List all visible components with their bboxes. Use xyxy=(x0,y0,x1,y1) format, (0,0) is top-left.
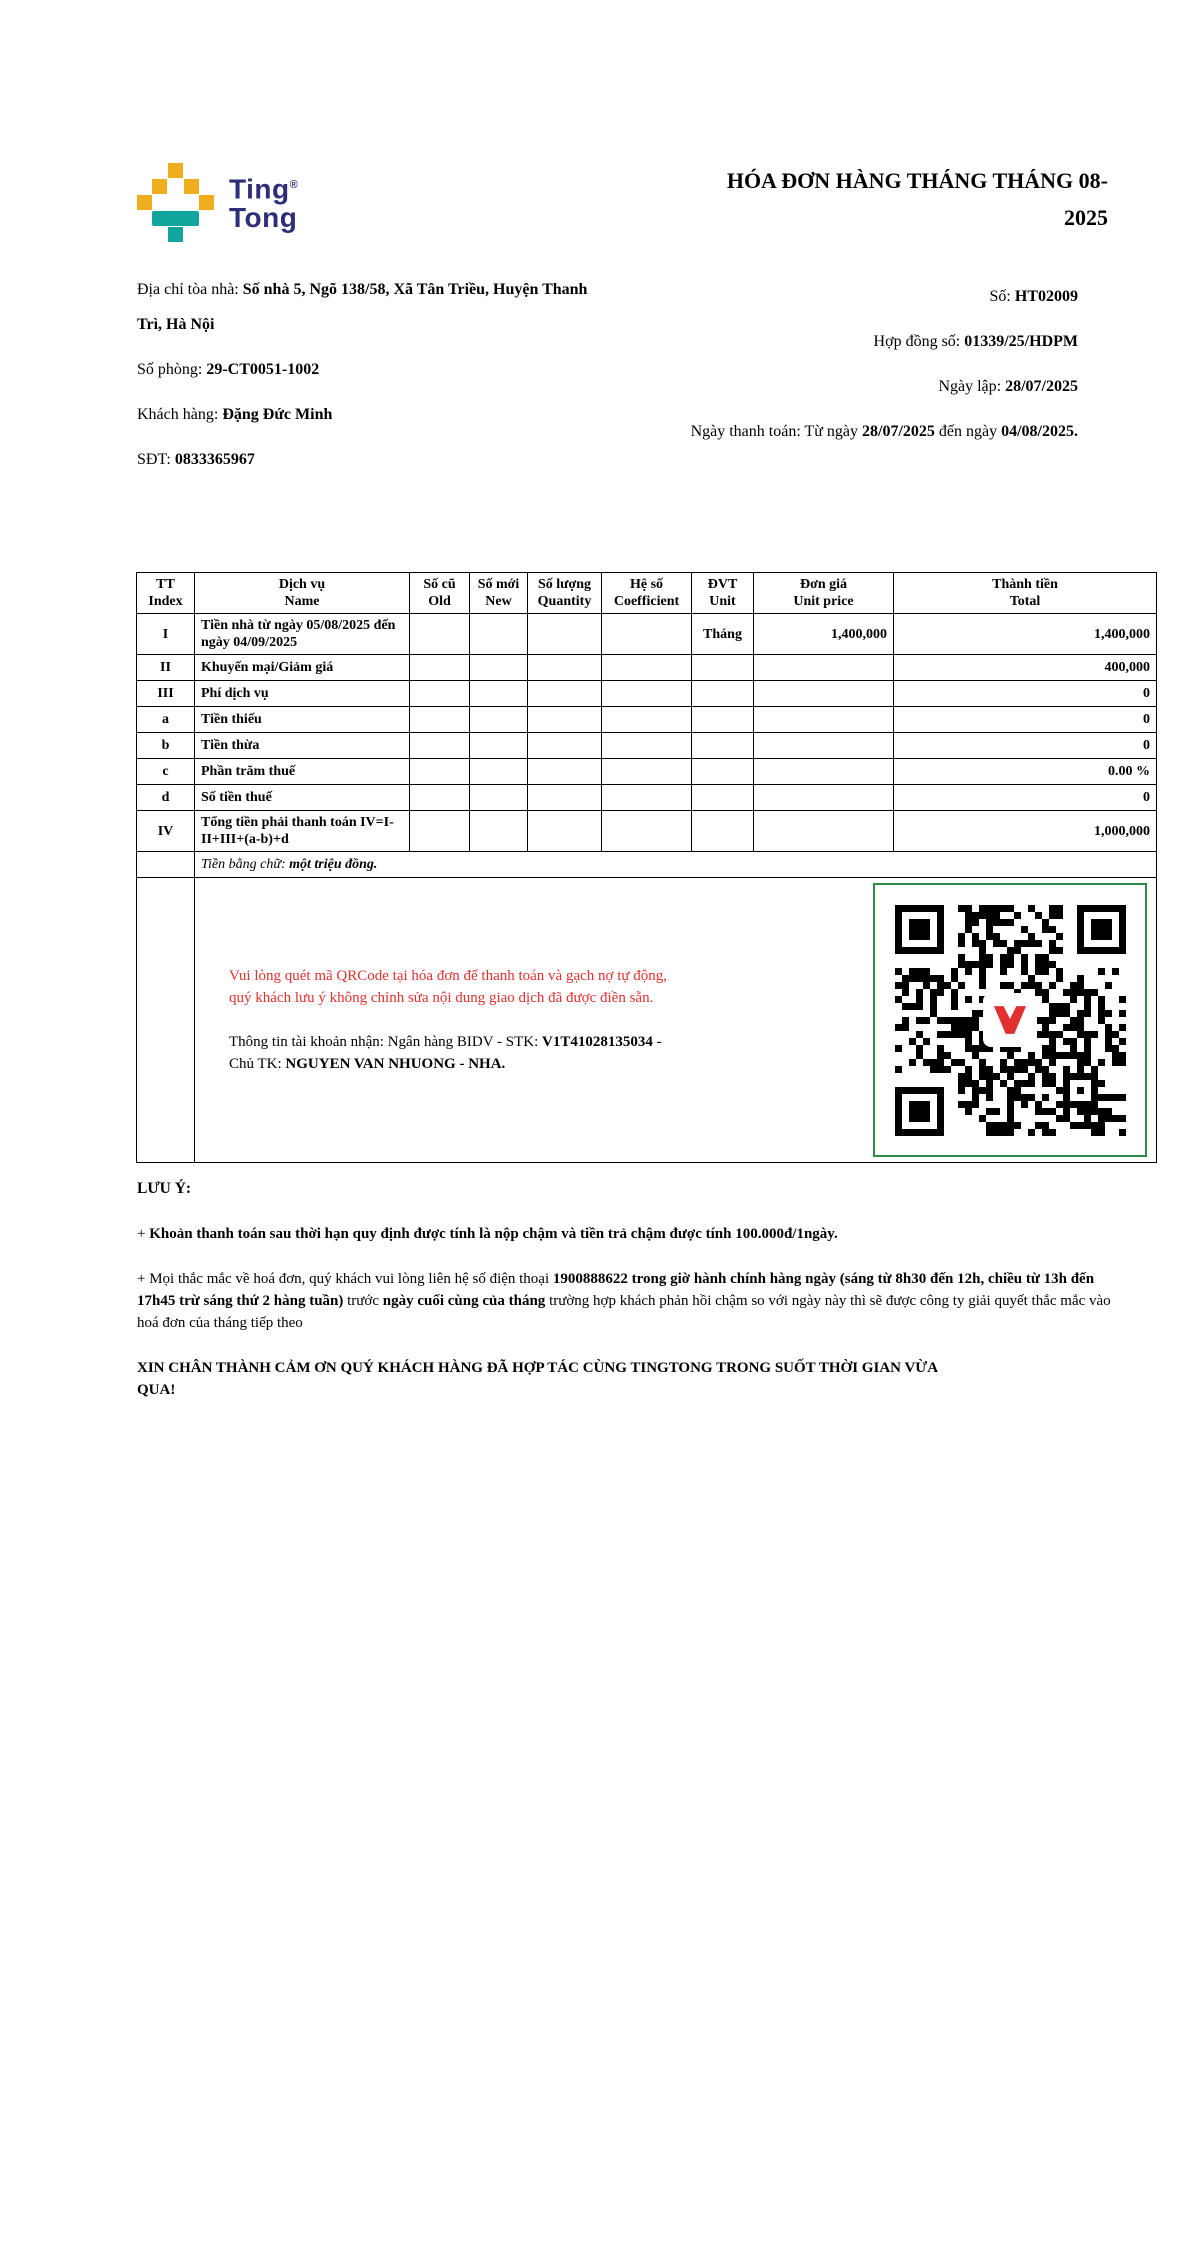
table-body xyxy=(137,614,1157,852)
col-header-service: Dịch vụ Name xyxy=(195,573,410,614)
brand-name-line2: Tong xyxy=(229,202,298,234)
invoice-title xyxy=(560,162,1108,236)
amount-in-words-row xyxy=(137,852,1157,878)
issue-date-line: Ngày lập: 28/07/2025 xyxy=(938,378,1078,395)
room-number-line: Số phòng: 29-CT0051-1002 xyxy=(137,361,320,378)
qr-code xyxy=(873,883,1147,1157)
footer-heading: LƯU Ý: xyxy=(137,1180,192,1197)
building-address-line: Địa chỉ tòa nhà: Số nhà 5, Ngõ 138/58, Xã Tân Triều, Huyện Thanh Trì, Hà Nội xyxy=(137,281,588,333)
col-header-unit-price: Đơn giá Unit price xyxy=(754,573,894,614)
payment-period-line: Ngày thanh toán: Từ ngày 28/07/2025 đến ngày 04/08/2025. xyxy=(690,423,1078,440)
table-row: III Phí dịch vụ 0 xyxy=(137,681,1157,707)
vietqr-v-logo-icon xyxy=(983,993,1037,1047)
invoice-meta xyxy=(678,272,1078,487)
amount-in-words: Tiền bằng chữ: một triệu đồng. xyxy=(195,852,1157,878)
invoice-info xyxy=(137,272,1078,487)
table-row: d Số tiền thuế 0 xyxy=(137,785,1157,811)
table-row: I Tiền nhà từ ngày 05/08/2025 đến ngày 04/09/2025 Tháng 1,400,000 1,400,000 xyxy=(137,614,1157,655)
col-header-unit: ĐVT Unit xyxy=(692,573,754,614)
col-header-old: Số cũ Old xyxy=(410,573,470,614)
bank-account-line: Thông tin tài khoản nhận: Ngân hàng BIDV - STK: V1T41028135034 - Chủ TK: NGUYEN VAN NHUONG - NHA. xyxy=(229,1034,662,1072)
col-header-total: Thành tiền Total xyxy=(894,573,1157,614)
brand-logo-text xyxy=(229,163,298,232)
customer-info xyxy=(137,272,599,487)
invoice-title-line2: 2025 xyxy=(1064,205,1108,230)
tingtong-pixel-icon xyxy=(137,163,215,241)
table-row: a Tiền thiếu 0 xyxy=(137,707,1157,733)
brand-name-line1: Ting xyxy=(229,173,290,205)
table-row: IV Tổng tiền phải thanh toán IV=I-II+III+(a-b)+d 1,000,000 xyxy=(137,811,1157,852)
phone-number-line: SĐT: 0833365967 xyxy=(137,451,255,468)
late-fee-note: + Khoản thanh toán sau thời hạn quy định được tính là nộp chậm và tiền trả chậm được tính 100.000đ/1ngày. xyxy=(137,1226,838,1242)
invoice-title-line1: HÓA ĐƠN HÀNG THÁNG THÁNG 08- xyxy=(726,168,1108,193)
table-row: II Khuyến mại/Giảm giá 400,000 xyxy=(137,655,1157,681)
col-header-new: Số mới New xyxy=(470,573,528,614)
col-header-coefficient: Hệ số Coefficient xyxy=(602,573,692,614)
table-row: b Tiền thừa 0 xyxy=(137,733,1157,759)
registered-mark-icon: ® xyxy=(289,179,299,191)
col-header-quantity: Số lượng Quantity xyxy=(528,573,602,614)
table-row: c Phần trăm thuế 0.00 % xyxy=(137,759,1157,785)
footer-notes xyxy=(137,1180,1115,1424)
thanks-message: XIN CHÂN THÀNH CẢM ƠN QUÝ KHÁCH HÀNG ĐÃ HỢP TÁC CÙNG TINGTONG TRONG SUỐT THỜI GIAN VỪA QUA! xyxy=(137,1360,938,1398)
table-header-row xyxy=(137,573,1157,614)
charges-table xyxy=(136,572,1157,1163)
payment-instructions xyxy=(201,965,671,1075)
invoice-number-line: Số: HT02009 xyxy=(989,288,1078,305)
qr-row xyxy=(137,878,1157,1163)
qr-payment-note: Vui lòng quét mã QRCode tại hóa đơn để thanh toán và gạch nợ tự động, quý khách lưu ý không chỉnh sửa nội dung giao dịch đã được điền sẵn. xyxy=(229,968,668,1006)
customer-name-line: Khách hàng: Đặng Đức Minh xyxy=(137,406,333,423)
col-header-index: TT Index xyxy=(137,573,195,614)
contract-number-line: Hợp đồng số: 01339/25/HDPM xyxy=(873,333,1078,350)
brand-logo xyxy=(137,163,298,241)
contact-note: + Mọi thắc mắc về hoá đơn, quý khách vui lòng liên hệ số điện thoại 1900888622 trong giờ hành chính hàng ngày (sáng từ 8h30 đến 12h, chiều từ 13h đến 17h45 trừ sáng thứ 2 hàng tuần) trước ngày cuối cùng của tháng trường hợp khách phản hồi chậm so với ngày này thì sẽ được công ty giải quyết thắc mắc vào hoá đơn của tháng tiếp theo xyxy=(137,1271,1111,1331)
